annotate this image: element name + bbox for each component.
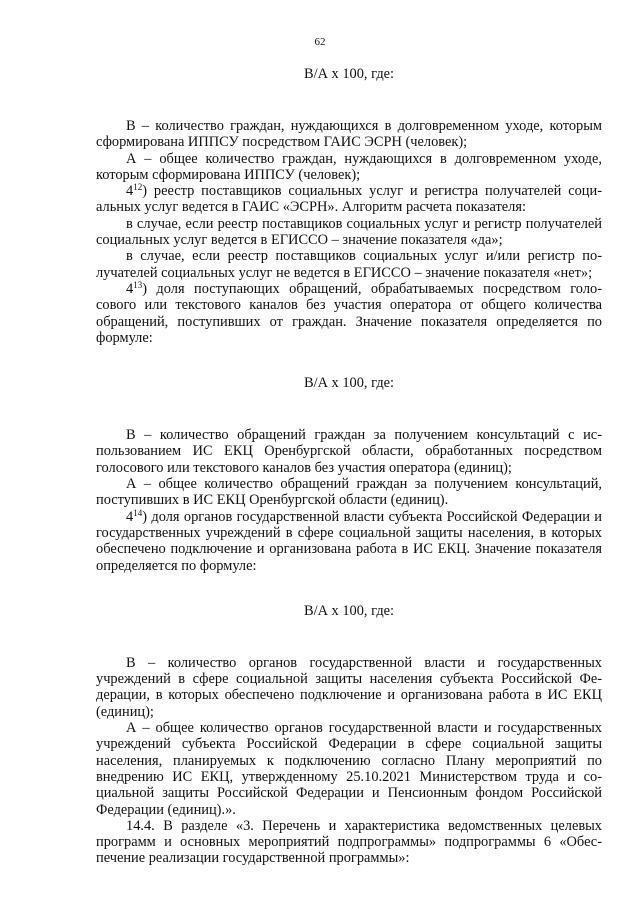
indicator-number: 4	[126, 183, 134, 200]
document-body	[96, 64, 602, 867]
formula-1: В/А х 100, где:	[303, 66, 395, 82]
algorithm-case-no: в случае, если реестр поставщиков социальных услуг и/или регистр получателей социальных услуг не ведется в ЕГИССО – значение показателя «нет»;	[96, 248, 602, 281]
definition-a-2: А – общее количество обращений граждан за получением консультаций, поступивших в ИС ЕКЦ Оренбургской области (единиц).	[96, 476, 602, 509]
formula-3: В/А х 100, где:	[303, 602, 395, 619]
indicator-superscript: 13	[133, 279, 143, 290]
indicator-text: ) реестр поставщиков социальных услуг и регистра получателей социальных услуг ведется в ГАИС «ЭСРН». Алгоритм расчета показателя:	[96, 183, 602, 216]
indicator-superscript: 14	[133, 507, 143, 518]
page-number: 62	[314, 36, 326, 48]
indicator-4-12	[96, 183, 602, 216]
definition-b-2: В – количество обращений граждан за получением консультаций с использованием ИС ЕКЦ Оренбургской области, обработанных посредством голосового или текстового каналов без участия оператора (единиц);	[96, 427, 602, 476]
indicator-text: ) доля органов государственной власти субъекта Российской Федерации и государственных учреждений в сфере социальной защиты населения, в которых обеспечено подключение и организована работа в ИС ЕКЦ. Значение показателя определяется по формуле:	[96, 508, 602, 574]
indicator-number: 4	[126, 508, 134, 525]
definition-a-3: А – общее количество органов государственной власти и государственных учреждений субъекта Российской Федерации в сфере социальной защиты населения, планируемых к подключению согласно Плану мероприятий по внедрению ИС ЕКЦ, утвержденному 25.10.2021 Министерством труда и социальной защиты Российской Федерации и Пенсионным фондом Российской Федерации (единиц).».	[96, 720, 602, 818]
formula-2: В/А х 100, где:	[303, 375, 395, 392]
indicator-4-14	[96, 509, 602, 574]
definition-a-1: А – общее количество граждан, нуждающихся в долговременном уходе, которым сформирована ИППСУ (человек);	[96, 150, 602, 183]
section-14-4: 14.4. В разделе «3. Перечень и характеристика ведомственных целевых программ и основных мероприятий подпрограммы» подпрограммы 6 «Обеспечение реализации государственной программы»:	[96, 817, 602, 867]
indicator-4-13	[96, 281, 602, 346]
indicator-superscript: 12	[133, 182, 143, 193]
definition-b-1: В – количество граждан, нуждающихся в долговременном уходе, которым сформирована ИППСУ посредством ГАИС ЭСРН (человек);	[96, 118, 602, 151]
algorithm-case-yes: в случае, если реестр поставщиков социальных услуг и регистр получателей социальных услуг ведется в ЕГИССО – значение показателя «да»;	[96, 215, 602, 249]
indicator-text: ) доля поступающих обращений, обрабатываемых посредством голосового или текстового каналов без участия оператора от общего количества обращений, поступивших от граждан. Значение показателя определяется по формуле:	[96, 280, 602, 346]
indicator-number: 4	[126, 280, 134, 297]
definition-b-3: В – количество органов государственной власти и государственных учреждений в сфере социальной защиты населения субъекта Российской Федерации, в которых обеспечено подключение и организована работа в ИС ЕКЦ (единиц);	[96, 654, 602, 720]
